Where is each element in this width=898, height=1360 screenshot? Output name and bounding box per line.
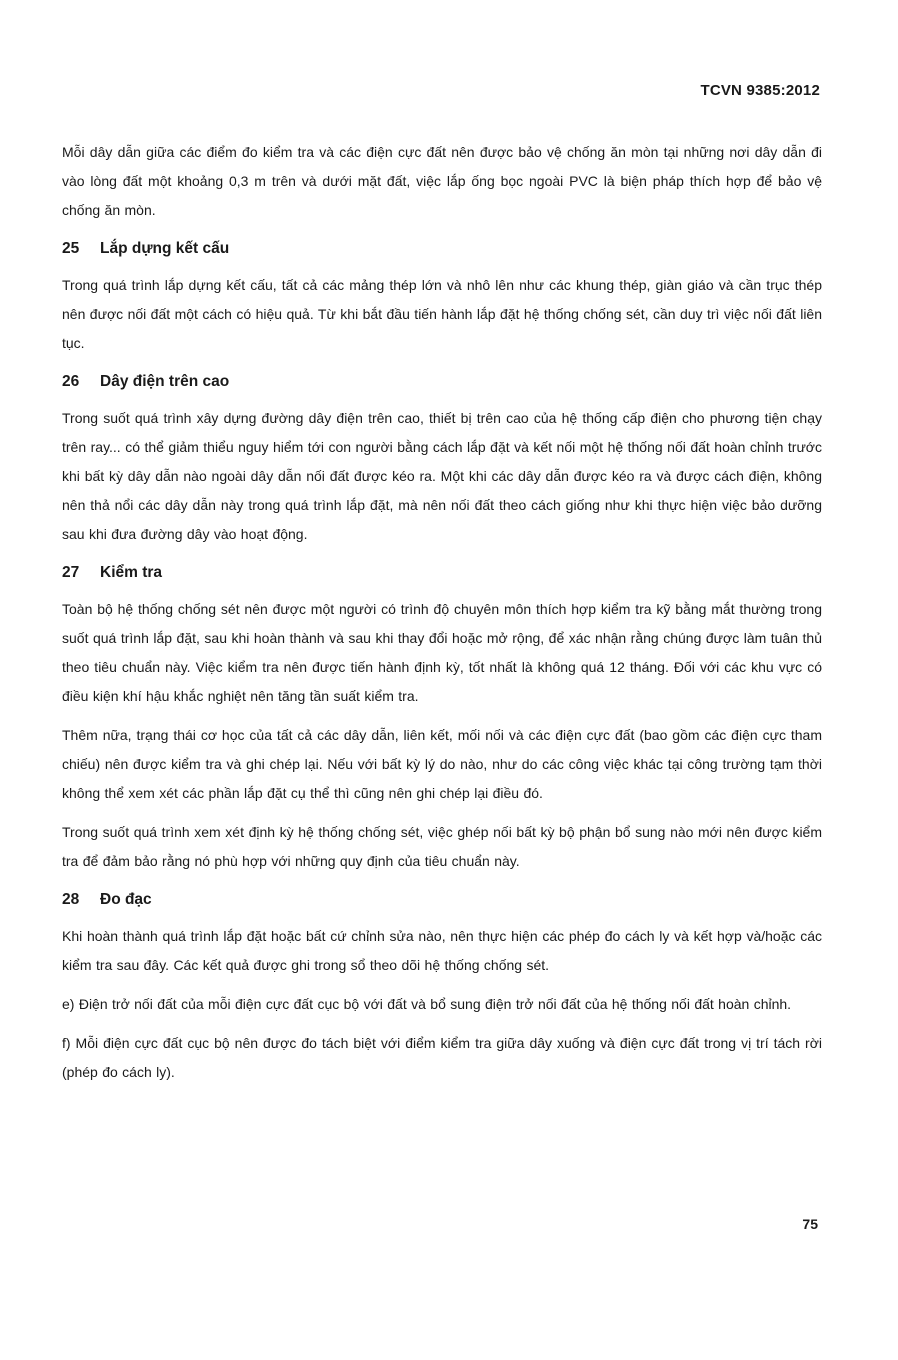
paragraph: Trong quá trình lắp dựng kết cấu, tất cả các mảng thép lớn và nhô lên như các khung thép, giàn giáo và cần trục thép nên được nối đất một cách có hiệu quả. Từ khi bắt đầu tiến hành lắp đặt hệ thống chống sét, cần duy trì việc nối đất liên tục. bbox=[62, 277, 822, 351]
section-26 bbox=[62, 370, 822, 549]
section-number: 27 bbox=[62, 564, 80, 581]
list-item-f: f) Mỗi điện cực đất cục bộ nên được đo tách biệt với điểm kiểm tra giữa dây xuống và điện cực đất trong vị trí tách rời (phép đo cách ly). bbox=[62, 1035, 822, 1080]
paragraph: Khi hoàn thành quá trình lắp đặt hoặc bất cứ chỉnh sửa nào, nên thực hiện các phép đo cách ly và kết hợp và/hoặc các kiểm tra sau đây. Các kết quả được ghi trong sổ theo dõi hệ thống chống sét. bbox=[62, 928, 822, 973]
section-number: 28 bbox=[62, 891, 80, 908]
paragraph: Trong suốt quá trình xem xét định kỳ hệ thống chống sét, việc ghép nối bất kỳ bộ phận bổ sung nào mới nên được kiểm tra để đảm bảo rằng nó phù hợp với những quy định của tiêu chuẩn này. bbox=[62, 824, 822, 869]
section-title: Kiểm tra bbox=[100, 564, 163, 581]
standard-code-header: TCVN 9385:2012 bbox=[700, 82, 820, 99]
paragraph: Thêm nữa, trạng thái cơ học của tất cả các dây dẫn, liên kết, mối nối và các điện cực đất (bao gồm các điện cực tham chiếu) nên được kiểm tra và ghi chép lại. Nếu với bất kỳ lý do nào, như do các công việc khác tại công trường tạm thời không thể xem xét các phần lắp đặt cụ thể thì cũng nên ghi chép lại điều đó. bbox=[62, 727, 822, 801]
page-number: 75 bbox=[802, 1216, 818, 1232]
section-heading bbox=[62, 370, 822, 394]
section-number: 26 bbox=[62, 373, 80, 390]
section-heading bbox=[62, 237, 822, 261]
section-27 bbox=[62, 561, 822, 876]
document-body bbox=[62, 138, 822, 1097]
section-heading bbox=[62, 888, 822, 912]
section-25 bbox=[62, 237, 822, 358]
intro-paragraph: Mỗi dây dẫn giữa các điểm đo kiểm tra và các điện cực đất nên được bảo vệ chống ăn mòn tại những nơi dây dẫn đi vào lòng đất một khoảng 0,3 m trên và dưới mặt đất, việc lắp ống bọc ngoài PVC là biện pháp thích hợp để bảo vệ chống ăn mòn. bbox=[62, 144, 822, 218]
section-title: Lắp dựng kết cấu bbox=[100, 240, 230, 257]
section-number: 25 bbox=[62, 240, 80, 257]
paragraph: Toàn bộ hệ thống chống sét nên được một người có trình độ chuyên môn thích hợp kiểm tra kỹ bằng mắt thường trong suốt quá trình lắp đặt, sau khi hoàn thành và sau khi thay đổi hoặc mở rộng, để xác nhận rằng chúng được làm tuân thủ theo tiêu chuẩn này. Việc kiểm tra nên được tiến hành định kỳ, tốt nhất là không quá 12 tháng. Đối với các khu vực có điều kiện khí hậu khắc nghiệt nên tăng tần suất kiểm tra. bbox=[62, 601, 822, 704]
section-title: Đo đạc bbox=[100, 891, 152, 908]
list-item-e: e) Điện trở nối đất của mỗi điện cực đất cục bộ với đất và bổ sung điện trở nối đất của hệ thống nối đất hoàn chỉnh. bbox=[62, 996, 792, 1012]
section-title: Dây điện trên cao bbox=[100, 373, 230, 390]
section-heading bbox=[62, 561, 822, 585]
paragraph: Trong suốt quá trình xây dựng đường dây điện trên cao, thiết bị trên cao của hệ thống cấp điện cho phương tiện chạy trên ray... có thể giảm thiểu nguy hiểm tới con người bằng cách lắp đặt và kết nối một hệ thống nối đất hoàn chỉnh trước khi bất kỳ dây dẫn nào ngoài dây dẫn nối đất được kéo ra. Một khi các dây dẫn được kéo ra và được cách điện, không nên thả nổi các dây dẫn này trong quá trình lắp đặt, mà nên nối đất theo cách giống như khi thực hiện việc bảo dưỡng sau khi đưa đường dây vào hoạt động. bbox=[62, 410, 822, 542]
section-28 bbox=[62, 888, 822, 1087]
